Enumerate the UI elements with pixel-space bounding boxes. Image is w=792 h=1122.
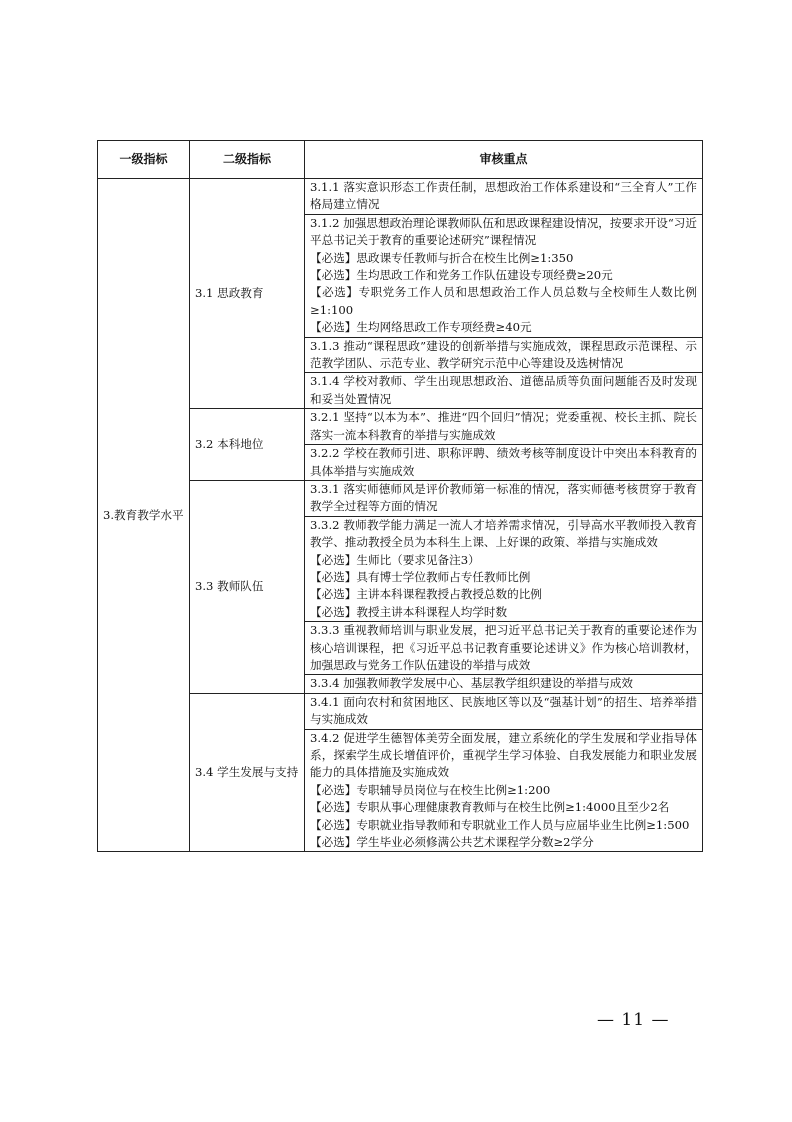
page-number: — 11 —: [597, 1010, 670, 1030]
header-row: [98, 141, 703, 179]
required-metric: 【必选】学生毕业必须修满公共艺术课程学分数≥2学分: [310, 835, 594, 850]
header-level1: 一级指标: [98, 141, 190, 179]
level2-indicator: 3.2 本科地位: [190, 409, 305, 481]
review-item: [305, 409, 703, 445]
required-metric: 【必选】具有博士学位教师占专任教师比例: [310, 569, 531, 584]
required-metric: 【必选】主讲本科课程教授占教授总数的比例: [310, 587, 542, 602]
level1-indicator: 3.教育教学水平: [98, 179, 190, 852]
review-item: [305, 179, 703, 215]
required-metric: 【必选】专职党务工作人员和思想政治工作人员总数与全校师生人数比例≥1:100: [310, 285, 697, 317]
review-item: [305, 675, 703, 693]
review-item: [305, 445, 703, 481]
review-item-text: 3.1.2 加强思想政治理论课教师队伍和思政课程建设情况，按要求开设“习近平总书记关于教育的重要论述研究”课程情况: [310, 215, 697, 248]
review-item-text: 3.3.2 教师教学能力满足一流人才培养需求情况，引导高水平教师投入教育教学、推动教授全员为本科生上课、上好课的政策、举措与实施成效: [310, 517, 697, 550]
level2-indicator: 3.1 思政教育: [190, 179, 305, 409]
review-item: [305, 214, 703, 337]
required-metric: 【必选】专职辅导员岗位与在校生比例≥1:200: [310, 782, 551, 797]
review-item: [305, 337, 703, 373]
review-table: [97, 140, 703, 852]
required-metric: 【必选】专职就业指导教师和专职就业工作人员与应届毕业生比例≥1:500: [310, 817, 690, 832]
required-metric: 【必选】生师比（要求见备注3）: [310, 552, 480, 567]
review-item: [305, 729, 703, 852]
review-item-text: 3.1.3 推动“课程思政”建设的创新举措与实施成效，课程思政示范课程、示范教学团队、示范专业、教学研究示范中心等建设及选树情况: [310, 338, 697, 371]
required-metric: 【必选】生均网络思政工作专项经费≥40元: [310, 320, 532, 335]
header-review-focus: 审核重点: [305, 141, 703, 179]
required-metric: 【必选】生均思政工作和党务工作队伍建设专项经费≥20元: [310, 268, 613, 283]
level2-indicator: 3.4 学生发展与支持: [190, 693, 305, 852]
required-metric: 【必选】专职从事心理健康教育教师与在校生比例≥1:4000且至少2名: [310, 800, 670, 815]
review-item: [305, 480, 703, 516]
required-metric: 【必选】教授主讲本科课程人均学时数: [310, 604, 508, 619]
review-item-text: 3.2.1 坚持“以本为本”、推进“四个回归”情况；党委重视、校长主抓、院长落实一流本科教育的举措与实施成效: [310, 410, 697, 442]
review-item: [305, 373, 703, 409]
review-item-text: 3.3.1 落实师德师风是评价教师第一标准的情况，落实师德考核贯穿于教育教学全过程等方面的情况: [310, 481, 697, 514]
review-item-text: 3.3.3 重视教师培训与职业发展，把习近平总书记关于教育的重要论述作为核心培训课程，把《习近平总书记教育重要论述讲义》作为核心培训教材，加强思政与党务工作队伍建设的举措与成效: [310, 623, 697, 672]
level2-indicator: 3.3 教师队伍: [190, 480, 305, 693]
table-body: [98, 179, 703, 852]
review-item-text: 3.4.1 面向农村和贫困地区、民族地区等以及“强基计划”的招生、培养举措与实施成效: [310, 694, 697, 727]
review-item-text: 3.1.4 学校对教师、学生出现思想政治、道德品质等负面问题能否及时发现和妥当处置情况: [310, 374, 697, 406]
required-metric: 【必选】思政课专任教师与折合在校生比例≥1:350: [310, 250, 574, 265]
review-item: [305, 622, 703, 675]
review-item-text: 3.4.2 促进学生德智体美劳全面发展，建立系统化的学生发展和学业指导体系，探索学生成长增值评价，重视学生学习体验、自我发展能力和职业发展能力的具体措施及实施成效: [310, 730, 697, 780]
table-row: [98, 179, 703, 215]
review-item-text: 3.2.2 学校在教师引进、职称评聘、绩效考核等制度设计中突出本科教育的具体举措与实施成效: [310, 446, 697, 478]
review-item-text: 3.3.4 加强教师教学发展中心、基层教学组织建设的举措与成效: [310, 676, 634, 691]
header-level2: 二级指标: [190, 141, 305, 179]
review-item: [305, 693, 703, 729]
review-item: [305, 516, 703, 621]
review-item-text: 3.1.1 落实意识形态工作责任制，思想政治工作体系建设和“三全育人”工作格局建立情况: [310, 180, 697, 212]
